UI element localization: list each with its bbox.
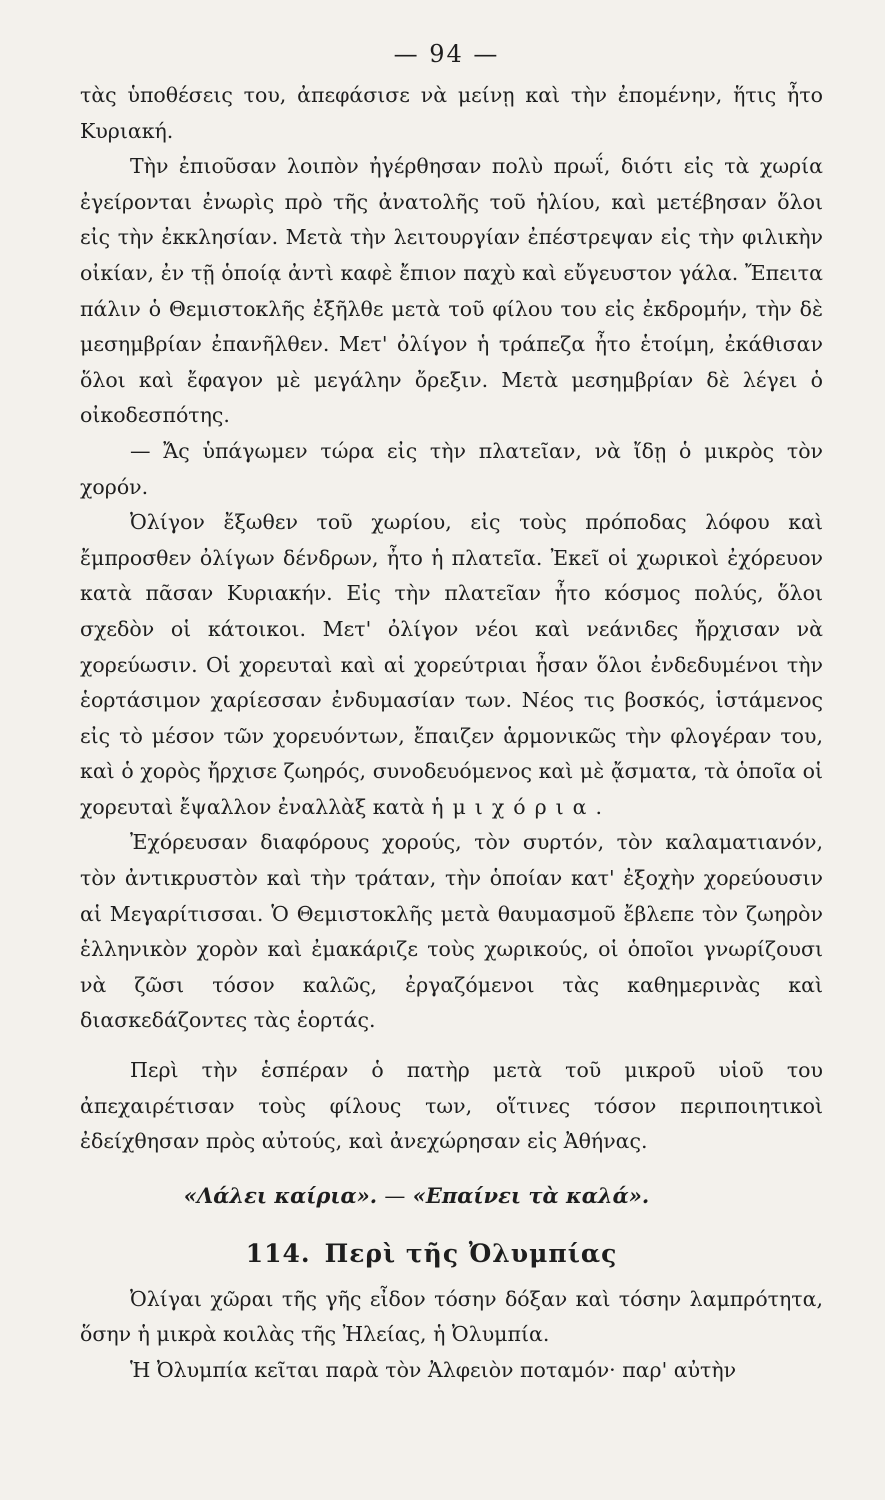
proverb-line	[80, 1178, 823, 1214]
spaced-emphasis-end: .	[595, 794, 603, 819]
section-text	[80, 1282, 823, 1389]
section-paragraph-intro: Ὀλίγαι χῶραι τῆς γῆς εἶδον τόσην δόξαν καὶ τόσην λαμπρότητα, ὅσην ἡ μικρὰ κοιλὰς τῆς Ἠλείας, ἡ Ὀλυμπία.	[80, 1286, 823, 1347]
section-number: 114.	[245, 1238, 311, 1268]
main-text	[80, 78, 823, 1160]
page-number: — 94 —	[393, 40, 500, 68]
section-paragraph-location: Ἡ Ὀλυμπία κεῖται παρὰ τὸν Ἀλφειὸν ποταμόν· παρ' αὐτὴν	[130, 1358, 737, 1382]
paragraph-continuation: τὰς ὑποθέσεις του, ἀπεφάσισε νὰ μείνῃ καὶ τὴν ἐπομένην, ἥτις ἦτο Κυριακή.	[80, 83, 823, 143]
paragraph-next-day: Τὴν ἐπιοῦσαν λοιπὸν ἠγέρθησαν πολὺ πρωΐ, διότι εἰς τὰ χωρία ἐγείρονται ἐνωρὶς πρὸ τῆς ἀνατολῆς τοῦ ἡλίου, καὶ μετέβησαν ὅλοι εἰς τὴν ἐκκλησίαν. Μετὰ τὴν λειτουργίαν ἐπέστρεψαν εἰς τὴν φιλικὴν οἰκίαν, ἐν τῇ ὁποίᾳ ἀντὶ καφὲ ἔπιον παχὺ καὶ εὔγευστον γάλα. Ἔπειτα πάλιν ὁ Θεμιστοκλῆς ἐξῆλθε μετὰ τοῦ φίλου του εἰς ἐκδρομήν, τὴν δὲ μεσημβρίαν ἐπανῆλθεν. Μετ' ὀλίγον ἡ τράπεζα ἦτο ἑτοίμη, ἐκάθισαν ὅλοι καὶ ἔφαγον μὲ μεγάλην ὄρεξιν. Μετὰ μεσημβρίαν δὲ λέγει ὁ οἰκοδεσπότης.	[80, 154, 823, 428]
section-title: Περὶ τῆς Ὀλυμπίας	[324, 1238, 618, 1268]
paragraph-departure: Περὶ τὴν ἑσπέραν ὁ πατὴρ μετὰ τοῦ μικροῦ υἱοῦ του ἀπεχαιρέτισαν τοὺς φίλους των, οἵτινες τόσον περιποιητικοὶ ἐδείχθησαν πρὸς αὐτούς, καὶ ἀνεχώρησαν εἰς Ἀθήνας.	[80, 1058, 823, 1154]
proverb-left: «Λάλει καίρια».	[183, 1182, 378, 1208]
paragraph-dances: Ἐχόρευσαν διαφόρους χορούς, τὸν συρτόν, τὸν καλαματιανόν, τὸν ἀντικρυστὸν καὶ τὴν τράταν, τὴν ὁποίαν κατ' ἐξοχὴν χορεύουσιν αἱ Μεγαρίτισσαι. Ὁ Θεμιστοκλῆς μετὰ θαυμασμοῦ ἔβλεπε τὸν ζωηρὸν ἑλληνικὸν χορὸν καὶ ἐμακάριζε τοὺς χωρικούς, οἱ ὁποῖοι γνωρίζουσι νὰ ζῶσι τόσον καλῶς, ἐργαζόμενοι τὰς καθημερινὰς καὶ διασκεδάζοντες τὰς ἑορτάς.	[80, 830, 823, 1033]
paragraph-square-dance	[80, 505, 823, 825]
section-heading	[80, 1234, 823, 1274]
proverb-right: «Επαίνει τὰ καλά».	[412, 1182, 650, 1208]
spaced-emphasis-word: ἡμιχόρια	[431, 794, 596, 819]
paragraph-square-dance-text: Ὀλίγον ἔξωθεν τοῦ χωρίου, εἰς τοὺς πρόποδας λόφου καὶ ἔμπροσθεν ὀλίγων δένδρων, ἦτο ἡ πλατεῖα. Ἐκεῖ οἱ χωρικοὶ ἐχόρευον κατὰ πᾶσαν Κυριακήν. Εἰς τὴν πλατεῖαν ἦτο κόσμος πολύς, ὅλοι σχεδὸν οἱ κάτοικοι. Μετ' ὀλίγον νέοι καὶ νεάνιδες ἤρχισαν νὰ χορεύωσιν. Οἱ χορευταὶ καὶ αἱ χορεύτριαι ἦσαν ὅλοι ἐνδεδυμένοι τὴν ἑορτάσιμον χαρίεσσαν ἐνδυμασίαν των. Νέος τις βοσκός, ἱστάμενος εἰς τὸ μέσον τῶν χορευόντων, ἔπαιζεν ἁρμονικῶς τὴν φλογέραν του, καὶ ὁ χορὸς ἤρχισε ζωηρός, συνοδευόμενος καὶ μὲ ᾄσματα, τὰ ὁποῖα οἱ χορευταὶ ἔψαλλον ἐναλλὰξ κατὰ	[80, 510, 823, 819]
paragraph-dialogue: — Ἄς ὑπάγωμεν τώρα εἰς τὴν πλατεῖαν, νὰ ἴδῃ ὁ μικρὸς τὸν χορόν.	[80, 438, 823, 499]
proverb-dash: —	[384, 1183, 406, 1208]
